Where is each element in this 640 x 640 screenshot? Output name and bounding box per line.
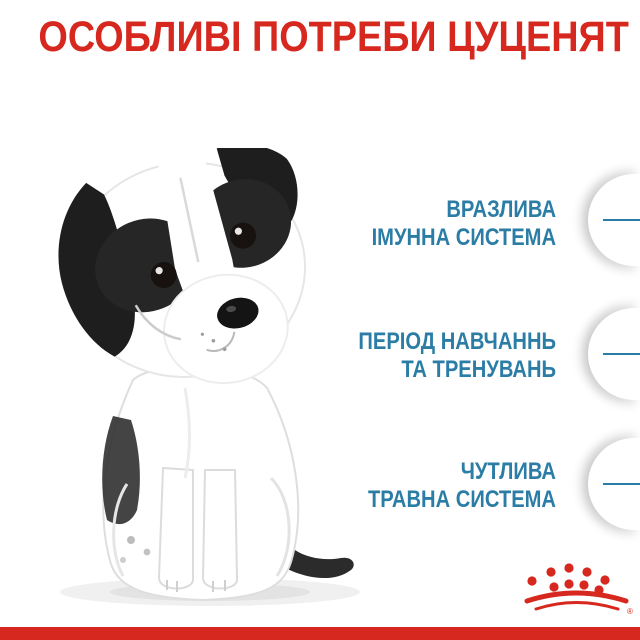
feature-line: ТА ТРЕНУВАНЬ [401, 356, 556, 383]
feature-line: ІМУННА СИСТЕМА [371, 224, 556, 251]
feature-line: ВРАЗЛИВА [446, 196, 556, 223]
feature-line: ТРАВНА СИСТЕМА [367, 486, 556, 513]
feature-line: ПЕРІОД НАВЧАННЬ [358, 328, 556, 355]
feature-training-period [287, 328, 556, 384]
feature-immune-system [287, 196, 556, 252]
connector-line [603, 353, 640, 355]
feature-digestive-system [287, 458, 556, 514]
connector-line [603, 219, 640, 221]
connector-line [603, 483, 640, 485]
page-title: ОСОБЛИВІ ПОТРЕБИ ЦУЦЕНЯТ [38, 13, 629, 61]
registered-trademark-icon: ® [627, 607, 633, 615]
feature-line: ЧУТЛИВА [460, 458, 556, 485]
bottom-red-bar [0, 627, 640, 640]
royal-canin-crown-logo [524, 561, 638, 615]
